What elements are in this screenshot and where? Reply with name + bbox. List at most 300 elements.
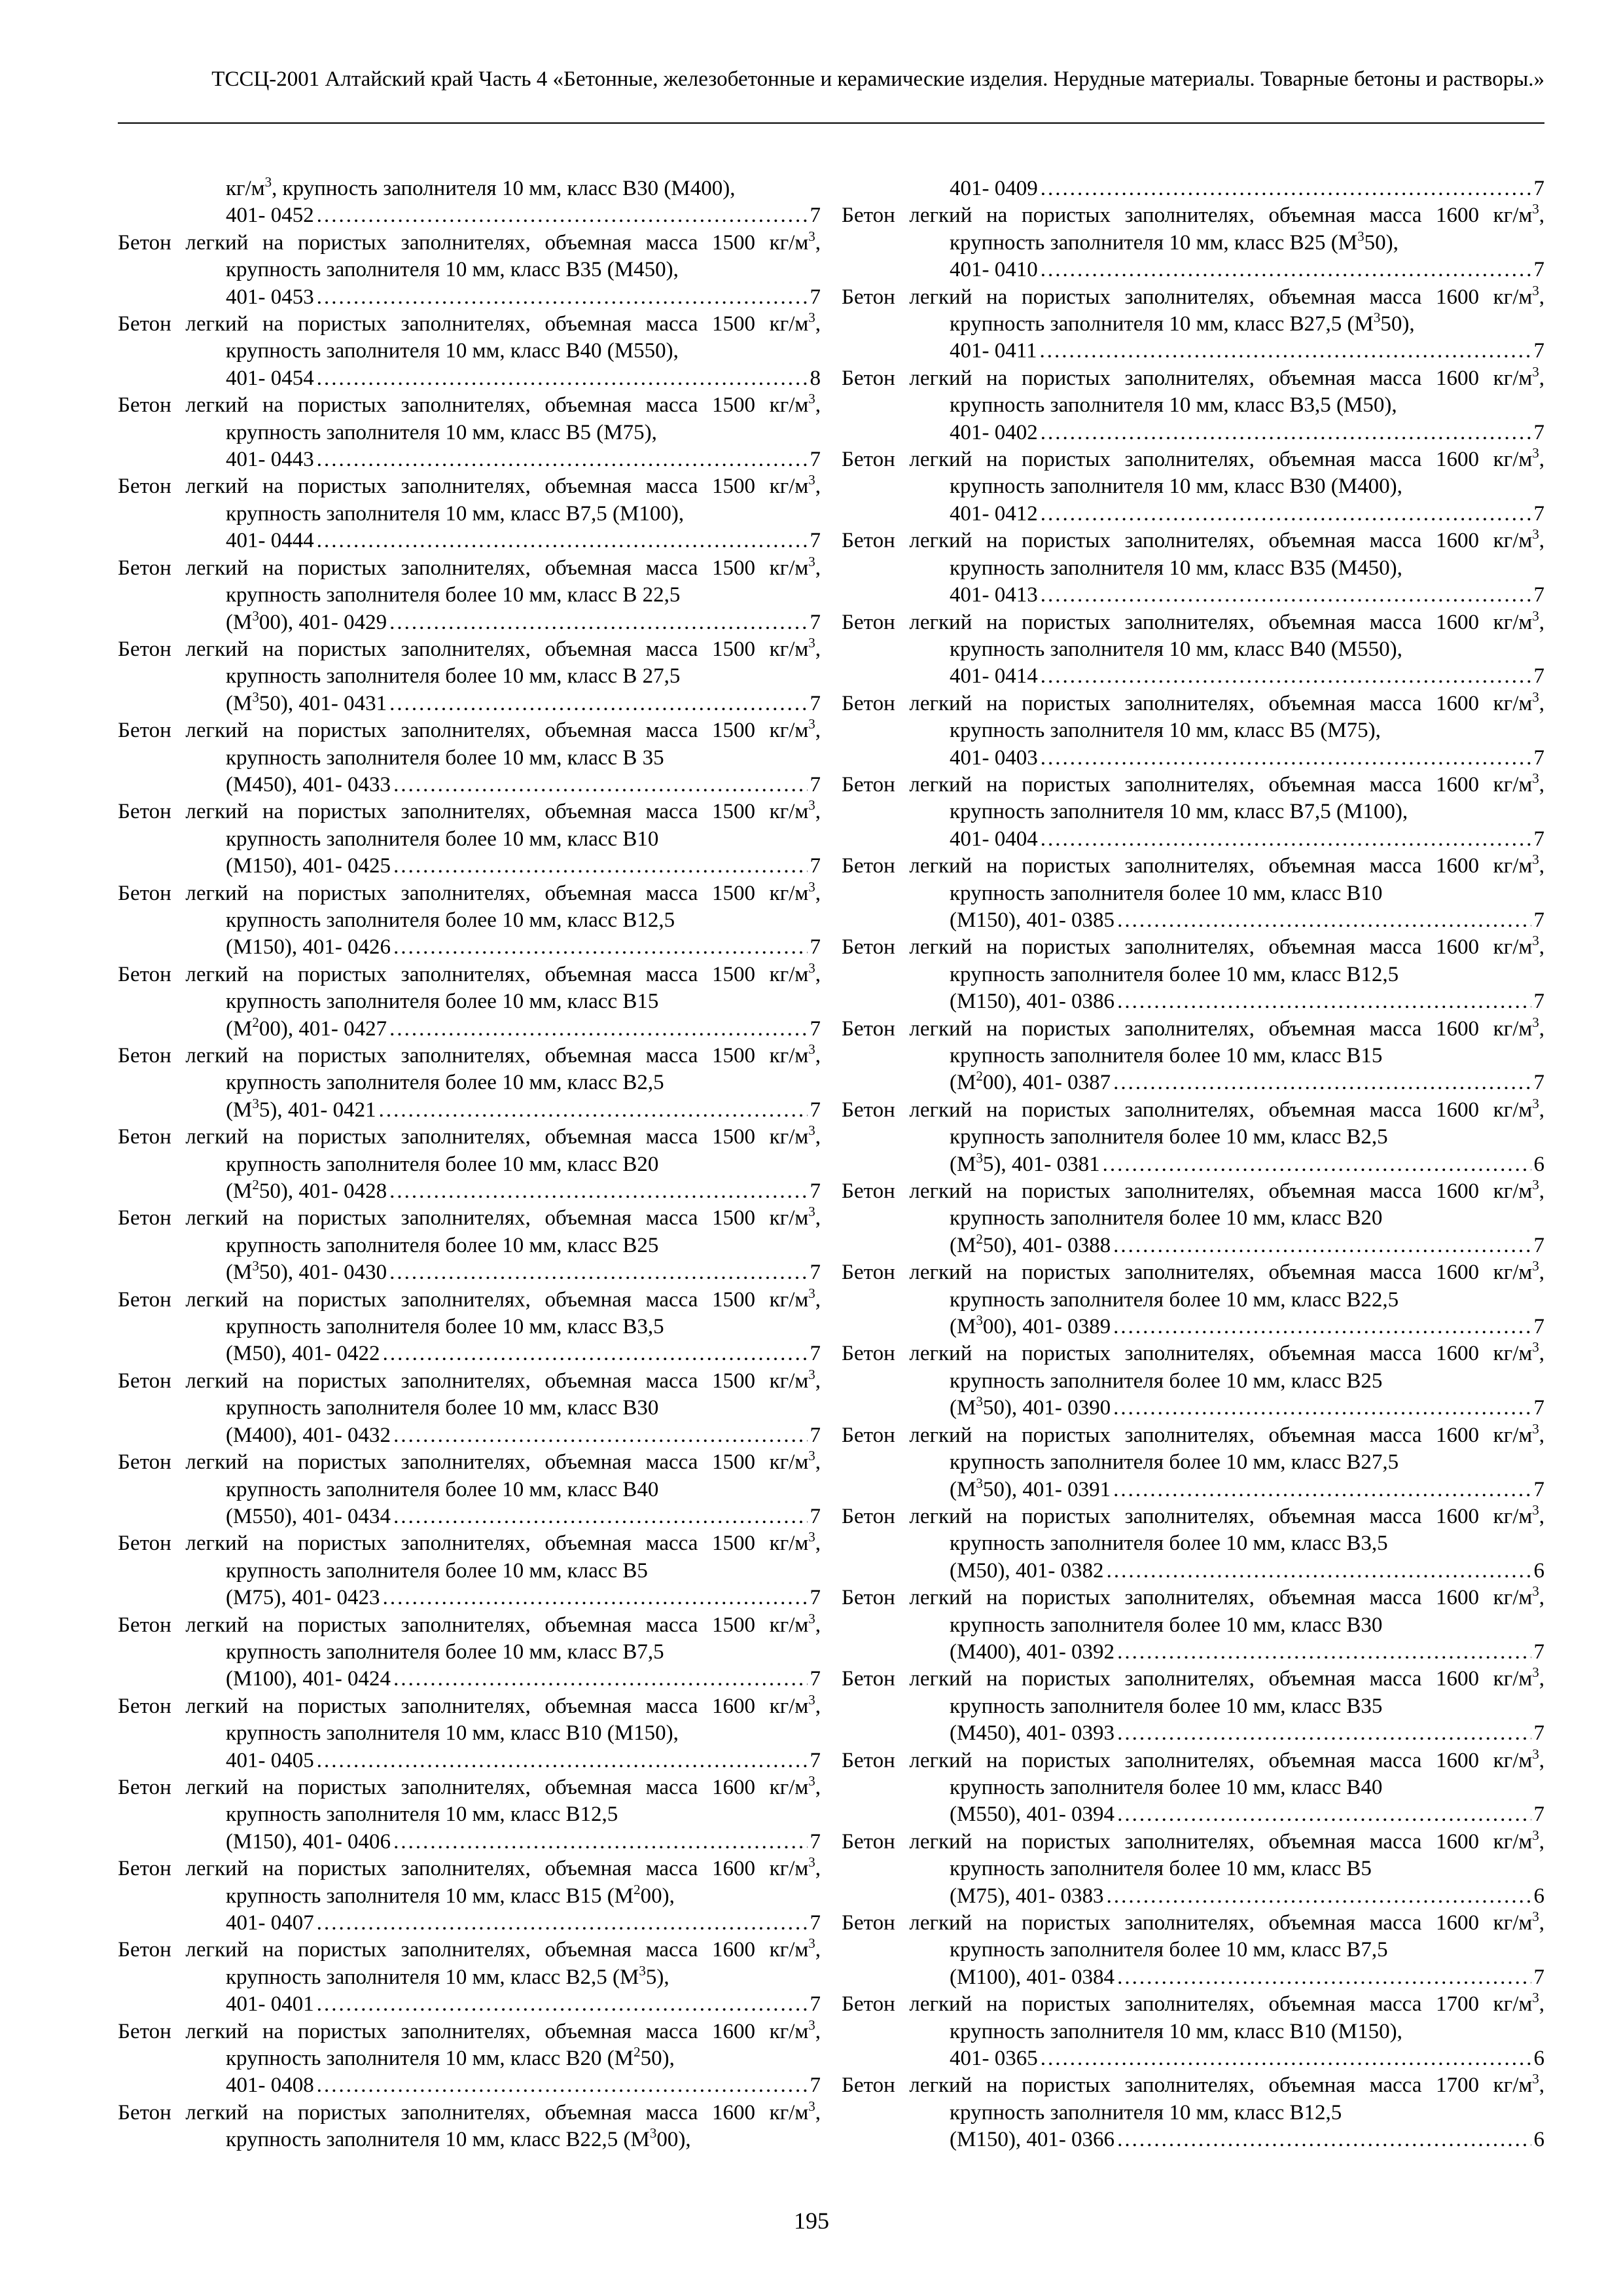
dot-leader [383, 1585, 808, 1611]
dot-leader [1041, 826, 1531, 853]
entry-description: Бетон легкий на пористых заполнителях, объемная масса 1600 $кг/м^3$, крупность заполнителя 10 мм, класс В22,5 $(М^300)$, [118, 2098, 821, 2152]
entry-leader-line [226, 1259, 821, 1286]
dot-leader [393, 1829, 807, 1856]
entry-code: 401- 0411 [950, 339, 1037, 363]
entry-leader-line [226, 1666, 821, 1693]
dot-leader [317, 2072, 808, 2099]
entry-description: Бетон легкий на пористых заполнителях, объемная масса 1500 $кг/м^3$, крупность заполнителя более 10 мм, класс В25 [118, 1204, 821, 1257]
index-entry [118, 1368, 821, 1449]
entry-code: (М150), 401- 0425 [226, 854, 391, 878]
entry-description: Бетон легкий на пористых заполнителях, объемная масса 1600 $кг/м^3$, крупность заполнителя более 10 мм, класс В12,5 [842, 933, 1544, 986]
entry-leader-line [226, 2072, 821, 2099]
entry-code: (М150), 401- 0406 [226, 1829, 391, 1854]
index-entry [842, 1585, 1544, 1666]
entry-leader-line [950, 582, 1544, 609]
entry-description: Бетон легкий на пористых заполнителях, объемная масса 1600 $кг/м^3$, крупность заполнителя более 10 мм, класс В2,5 [842, 1095, 1544, 1149]
entry-leader-line [950, 1720, 1544, 1747]
entry-leader-line [226, 1910, 821, 1937]
index-entry [842, 934, 1544, 1015]
entry-code: $(М^200)$, 401- 0387 [950, 1068, 1111, 1095]
entry-page-ref: 7 [810, 1342, 821, 1366]
entry-page-ref: 6 [1533, 1558, 1544, 1583]
entry-code: 401- 0401 [226, 1992, 314, 2017]
dot-leader [317, 446, 808, 473]
entry-code: 401- 0414 [950, 664, 1038, 689]
dot-leader [389, 1259, 807, 1286]
entry-description: Бетон легкий на пористых заполнителях, объемная масса 1500 $кг/м^3$, крупность заполнителя более 10 мм, класс В20 [118, 1122, 821, 1176]
entry-page-ref: 7 [810, 1261, 821, 1285]
entry-code: 401- 0444 [226, 529, 314, 553]
entry-code: (М150), 401- 0366 [950, 2128, 1115, 2152]
entry-code: (М100), 401- 0384 [950, 1965, 1115, 1989]
index-entry [842, 1666, 1544, 1747]
entry-code: (М550), 401- 0394 [950, 1803, 1115, 1827]
index-entry [842, 1422, 1544, 1503]
entry-description: Бетон легкий на пористых заполнителях, объемная масса 1600 $кг/м^3$, крупность заполнителя 10 мм, класс В30 (М400), [842, 445, 1544, 499]
entry-page-ref: 7 [1533, 1965, 1544, 1989]
index-entry [118, 230, 821, 311]
dot-leader [393, 853, 807, 880]
index-entry [842, 446, 1544, 528]
index-entry [118, 1287, 821, 1368]
entry-page-ref: 7 [810, 1992, 821, 2017]
entry-leader-line [950, 1069, 1544, 1096]
dot-leader [389, 609, 807, 636]
entry-description: Бетон легкий на пористых заполнителях, объемная масса 1500 $кг/м^3$, крупность заполнителя 10 мм, класс В5 (М75), [118, 391, 821, 444]
dot-leader [317, 202, 808, 229]
entry-description: Бетон легкий на пористых заполнителях, объемная масса 1600 $кг/м^3$, крупность заполнителя 10 мм, класс В12,5 [118, 1772, 821, 1827]
entry-page-ref: 7 [1533, 1315, 1544, 1339]
entry-leader-line [226, 202, 821, 229]
entry-page-ref: 7 [810, 1829, 821, 1854]
entry-description: Бетон легкий на пористых заполнителях, объемная масса 1600 $кг/м^3$, крупность заполнителя более 10 мм, класс В27,5 [842, 1420, 1544, 1475]
dot-leader [1041, 420, 1531, 446]
entry-leader-line [950, 175, 1544, 202]
entry-description: Бетон легкий на пористых заполнителях, объемная масса 1600 $кг/м^3$, крупность заполнителя более 10 мм, класс В40 [842, 1746, 1544, 1799]
index-entry [842, 365, 1544, 446]
dot-leader [1113, 1232, 1531, 1259]
entry-leader-line [226, 1503, 821, 1530]
entry-code: 401- 0413 [950, 583, 1038, 607]
entry-page-ref: 7 [1533, 664, 1544, 689]
index-entry [842, 1097, 1544, 1178]
entry-page-ref: 7 [1533, 177, 1544, 200]
entry-page-ref: 7 [1533, 1477, 1544, 1501]
entry-page-ref: 7 [1533, 908, 1544, 932]
index-entry [842, 1991, 1544, 2072]
entry-leader-line [950, 1964, 1544, 1991]
index-entry [118, 1449, 821, 1530]
entry-code: 401- 0409 [950, 177, 1038, 200]
index-entry [842, 175, 1544, 202]
entry-description: Бетон легкий на пористых заполнителях, объемная масса 1600 $кг/м^3$, крупность заполнителя 10 мм, класс В2,5 $(М^35)$, [118, 1935, 821, 1989]
dot-leader [317, 1991, 808, 2018]
index-entry [118, 880, 821, 961]
entry-leader-line [950, 2045, 1544, 2072]
index-entry [118, 1612, 821, 1693]
entry-code: (М150), 401- 0426 [226, 935, 391, 960]
entry-description: Бетон легкий на пористых заполнителях, объемная масса 1600 $кг/м^3$, крупность заполнителя более 10 мм, класс В35 [842, 1664, 1544, 1718]
entry-page-ref: 7 [810, 1423, 821, 1447]
entry-page-ref: 7 [1533, 745, 1544, 770]
entry-code: $(М^350)$, 401- 0391 [950, 1475, 1111, 1501]
header-rule [118, 122, 1544, 124]
entry-leader-line [950, 1151, 1544, 1178]
entry-code: (М75), 401- 0423 [226, 1586, 380, 1610]
dot-leader [1117, 1720, 1531, 1747]
entry-page-ref: 7 [810, 2073, 821, 2098]
index-entry [842, 853, 1544, 934]
entry-page-ref: 7 [810, 691, 821, 715]
index-entry [842, 1748, 1544, 1829]
entry-page-ref: 7 [810, 448, 821, 472]
dot-leader [317, 365, 808, 392]
entry-description: Бетон легкий на пористых заполнителях, объемная масса 1600 $кг/м^3$, крупность заполнителя более 10 мм, класс В3,5 [842, 1501, 1544, 1556]
index-entry [118, 1937, 821, 2018]
entry-code: $(М^35)$, 401- 0381 [950, 1149, 1100, 1176]
index-entry [842, 1178, 1544, 1259]
dot-leader [1103, 1151, 1531, 1178]
entry-description: Бетон легкий на пористых заполнителях, объемная масса 1500 $кг/м^3$, крупность заполнителя 10 мм, класс В7,5 (М100), [118, 472, 821, 526]
dot-leader [1041, 501, 1531, 528]
entry-leader-line [226, 528, 821, 554]
entry-code: $(М^350)$, 401- 0390 [950, 1393, 1111, 1420]
dot-leader [1041, 257, 1531, 283]
entry-description: Бетон легкий на пористых заполнителях, объемная масса 1600 $кг/м^3$, крупность заполнителя 10 мм, класс В40 (М550), [842, 607, 1544, 661]
dot-leader [1113, 1395, 1531, 1422]
entry-description: Бетон легкий на пористых заполнителях, объемная масса 1600 $кг/м^3$, крупность заполнителя 10 мм, класс В20 $(М^250)$, [118, 2017, 821, 2071]
entry-description: Бетон легкий на пористых заполнителях, объемная масса 1500 $кг/м^3$, крупность заполнителя более 10 мм, класс В5 [118, 1529, 821, 1583]
entry-description: Бетон легкий на пористых заполнителях, объемная масса 1600 $кг/м^3$, крупность заполнителя 10 мм, класс В15 $(М^200)$, [118, 1854, 821, 1908]
entry-description: Бетон легкий на пористых заполнителях, объемная масса 1500 $кг/м^3$, крупность заполнителя более 10 мм, класс В 22,5 [118, 553, 821, 607]
dot-leader [1113, 1069, 1531, 1096]
entry-page-ref: 7 [810, 1179, 821, 1204]
dot-leader [1040, 338, 1531, 365]
entry-code: (М150), 401- 0385 [950, 908, 1115, 932]
index-entry [842, 1829, 1544, 1910]
entry-code: 401- 0365 [950, 2047, 1038, 2071]
dot-leader [1117, 988, 1531, 1015]
entry-code: 401- 0405 [226, 1748, 314, 1772]
index-entry [118, 555, 821, 636]
entry-description: Бетон легкий на пористых заполнителях, объемная масса 1500 $кг/м^3$, крупность заполнителя более 10 мм, класс В40 [118, 1448, 821, 1501]
entry-page-ref: 7 [810, 854, 821, 878]
index-entry [118, 1530, 821, 1611]
entry-leader-line [226, 284, 821, 311]
dot-leader [1113, 1314, 1531, 1340]
entry-leader-line [226, 934, 821, 961]
dot-leader [379, 1097, 808, 1124]
entry-description: Бетон легкий на пористых заполнителях, объемная масса 1500 $кг/м^3$, крупность заполнителя более 10 мм, класс В2,5 [118, 1041, 821, 1095]
index-entry [842, 691, 1544, 772]
entry-page-ref: 7 [1533, 1640, 1544, 1664]
index-entry [118, 961, 821, 1043]
dot-leader [393, 1666, 807, 1693]
index-entry [118, 717, 821, 798]
entry-page-ref: 7 [810, 1098, 821, 1122]
dot-leader [389, 1178, 807, 1205]
dot-leader [383, 1340, 808, 1367]
entry-page-ref: 6 [1533, 1884, 1544, 1908]
entry-page-ref: 8 [810, 366, 821, 390]
entry-page-ref: 7 [1533, 1721, 1544, 1746]
dot-leader [389, 691, 807, 717]
entry-description: Бетон легкий на пористых заполнителях, объемная масса 1600 $кг/м^3$, крупность заполнителя более 10 мм, класс В15 [842, 1014, 1544, 1067]
entry-page-ref: 7 [810, 935, 821, 960]
entry-leader-line [950, 1314, 1544, 1340]
entry-page-ref: 7 [810, 772, 821, 797]
entry-page-ref: 6 [1533, 1152, 1544, 1176]
entry-description: Бетон легкий на пористых заполнителях, объемная масса 1600 $кг/м^3$, крупность заполнителя 10 мм, класс В35 (М450), [842, 526, 1544, 580]
index-entry [842, 1016, 1544, 1097]
dot-leader [1041, 2045, 1531, 2072]
entry-description: Бетон легкий на пористых заполнителях, объемная масса 1600 $кг/м^3$, крупность заполнителя более 10 мм, класс В22,5 [842, 1258, 1544, 1312]
entry-leader-line [950, 420, 1544, 446]
dot-leader [1041, 582, 1531, 609]
entry-page-ref: 7 [1533, 1233, 1544, 1257]
entry-leader-line [226, 1748, 821, 1774]
entry-description: Бетон легкий на пористых заполнителях, объемная масса 1500 $кг/м^3$, крупность заполнителя 10 мм, класс В40 (М550), [118, 310, 821, 363]
index-column-right [842, 175, 1544, 2154]
index-entry [118, 392, 821, 473]
entry-code: 401- 0410 [950, 258, 1038, 282]
entry-leader-line [226, 1422, 821, 1449]
entry-description: Бетон легкий на пористых заполнителях, объемная масса 1500 $кг/м^3$, крупность заполнителя более 10 мм, класс В10 [118, 797, 821, 851]
entry-leader-line [226, 1178, 821, 1205]
entry-leader-line [950, 988, 1544, 1015]
entry-leader-line [950, 2126, 1544, 2153]
entry-description: Бетон легкий на пористых заполнителях, объемная масса 1600 $кг/м^3$, крупность заполнителя более 10 мм, класс В10 [842, 852, 1544, 905]
entry-description: Бетон легкий на пористых заполнителях, объемная масса 1600 $кг/м^3$, крупность заполнителя более 10 мм, класс В7,5 [842, 1909, 1544, 1962]
entry-code: $(М^300)$, 401- 0389 [950, 1312, 1111, 1339]
index-entry [118, 1124, 821, 1205]
entry-page-ref: 7 [810, 285, 821, 309]
dot-leader [389, 1016, 807, 1043]
index-entry [118, 473, 821, 554]
entry-leader-line [950, 501, 1544, 528]
index-entry [842, 1259, 1544, 1340]
index-entry [118, 175, 821, 230]
entry-code: 401- 0403 [950, 745, 1038, 770]
entry-leader-line [226, 1016, 821, 1043]
entry-leader-line [226, 1991, 821, 2018]
entry-code: (М550), 401- 0434 [226, 1504, 391, 1528]
dot-leader [1107, 1883, 1531, 1910]
dot-leader [1117, 907, 1531, 934]
entry-page-ref: 7 [810, 1504, 821, 1528]
entry-code: $(М^300)$, 401- 0429 [226, 607, 387, 634]
entry-code: (М400), 401- 0392 [950, 1640, 1115, 1664]
index-entry [842, 202, 1544, 283]
entry-leader-line [950, 338, 1544, 365]
entry-page-ref: 7 [1533, 1396, 1544, 1420]
dot-leader [1117, 1964, 1531, 1991]
entry-leader-line [226, 446, 821, 473]
dot-leader [1117, 1801, 1531, 1828]
entry-description: Бетон легкий на пористых заполнителях, объемная масса 1500 $кг/м^3$, крупность заполнителя более 10 мм, класс В 27,5 [118, 634, 821, 689]
dot-leader [1113, 1477, 1531, 1503]
entry-code: $(М^250)$, 401- 0428 [226, 1177, 387, 1204]
dot-leader [317, 528, 808, 554]
entry-code: 401- 0412 [950, 501, 1038, 526]
entry-description: Бетон легкий на пористых заполнителях, объемная масса 1700 $кг/м^3$, крупность заполнителя 10 мм, класс В12,5 [842, 2071, 1544, 2125]
index-entry [118, 2100, 821, 2154]
entry-leader-line [226, 1340, 821, 1367]
index-entry [842, 609, 1544, 691]
entry-page-ref: 7 [1533, 990, 1544, 1014]
entry-description: Бетон легкий на пористых заполнителях, объемная масса 1500 $кг/м^3$, крупность заполнителя более 10 мм, класс В30 [118, 1366, 821, 1420]
entry-code: $(М^350)$, 401- 0431 [226, 689, 387, 715]
entry-code: 401- 0454 [226, 366, 314, 390]
dot-leader [1041, 745, 1531, 772]
entry-code: 401- 0407 [226, 1911, 314, 1935]
dot-leader [317, 284, 808, 311]
index-entry [842, 284, 1544, 365]
entry-description: Бетон легкий на пористых заполнителях, объемная масса 1600 $кг/м^3$, крупность заполнителя 10 мм, класс В27,5 $(М^350)$, [842, 282, 1544, 336]
entry-code: (М50), 401- 0382 [950, 1558, 1104, 1583]
entry-description: Бетон легкий на пористых заполнителях, объемная масса 1600 $кг/м^3$, крупность заполнителя 10 мм, класс В5 (М75), [842, 689, 1544, 743]
entry-leader-line [950, 1477, 1544, 1503]
entry-page-ref: 7 [1533, 258, 1544, 282]
entry-code: $(М^35)$, 401- 0421 [226, 1095, 376, 1122]
entry-description: Бетон легкий на пористых заполнителях, объемная масса 1600 $кг/м^3$, крупность заполнителя 10 мм, класс В10 (М150), [118, 1691, 821, 1746]
entry-page-ref: 7 [810, 1016, 821, 1041]
entry-code: (М450), 401- 0393 [950, 1721, 1115, 1746]
entry-leader-line [950, 1883, 1544, 1910]
dot-leader [317, 1910, 808, 1937]
entry-code: $(М^350)$, 401- 0430 [226, 1258, 387, 1285]
entry-page-ref: 7 [810, 204, 821, 228]
entry-code: (М50), 401- 0422 [226, 1342, 380, 1366]
index-entry [842, 528, 1544, 609]
entry-code: 401- 0453 [226, 285, 314, 309]
index-entry [118, 311, 821, 392]
entry-description: Бетон легкий на пористых заполнителях, объемная масса 1600 $кг/м^3$, крупность заполнителя более 10 мм, класс В30 [842, 1583, 1544, 1637]
entry-page-ref: 7 [1533, 583, 1544, 607]
index-entry [842, 1910, 1544, 1991]
entry-description: Бетон легкий на пористых заполнителях, объемная масса 1500 $кг/м^3$, крупность заполнителя более 10 мм, класс В7,5 [118, 1610, 821, 1664]
index-entry [118, 798, 821, 880]
entry-code: 401- 0404 [950, 827, 1038, 851]
entry-page-ref: 6 [1533, 2047, 1544, 2071]
dot-leader [393, 772, 807, 798]
entry-leader-line [226, 609, 821, 636]
entry-description: Бетон легкий на пористых заполнителях, объемная масса 1600 $кг/м^3$, крупность заполнителя более 10 мм, класс В20 [842, 1177, 1544, 1230]
entry-page-ref: 7 [1533, 827, 1544, 851]
entry-page-ref: 7 [810, 1748, 821, 1772]
entry-description: $кг/м^3$, крупность заполнителя 10 мм, класс В30 (М400), [226, 174, 736, 200]
entry-description: Бетон легкий на пористых заполнителях, объемная масса 1600 $кг/м^3$, крупность заполнителя 10 мм, класс В7,5 (М100), [842, 770, 1544, 824]
index-entry [118, 1043, 821, 1124]
dot-leader [1041, 175, 1531, 202]
entry-page-ref: 7 [810, 529, 821, 553]
entry-code: (М150), 401- 0386 [950, 990, 1115, 1014]
entry-leader-line [226, 691, 821, 717]
dot-leader [1041, 663, 1531, 690]
entry-code: (М450), 401- 0433 [226, 772, 391, 797]
running-header: ТССЦ-2001 Алтайский край Часть 4 «Бетонные, железобетонные и керамические изделия. Нерудные материалы. Товарные бетоны и растворы.» [211, 67, 1544, 91]
entry-code: 401- 0452 [226, 204, 314, 228]
entry-code: 401- 0408 [226, 2073, 314, 2098]
page-number: 195 [794, 2208, 829, 2234]
entry-leader-line [226, 1585, 821, 1611]
entry-leader-line [226, 853, 821, 880]
entry-code: $(М^250)$, 401- 0388 [950, 1230, 1111, 1257]
entry-code: (М75), 401- 0383 [950, 1884, 1104, 1908]
entry-page-ref: 6 [1533, 2128, 1544, 2152]
entry-page-ref: 7 [1533, 420, 1544, 444]
entry-leader-line [950, 1801, 1544, 1828]
dot-leader [317, 1748, 808, 1774]
entry-code: (М100), 401- 0424 [226, 1667, 391, 1691]
index-entry [118, 636, 821, 717]
entry-page-ref: 7 [810, 610, 821, 634]
entry-leader-line [226, 1097, 821, 1124]
entry-page-ref: 7 [810, 1667, 821, 1691]
entry-page-ref: 7 [1533, 339, 1544, 363]
entry-description: Бетон легкий на пористых заполнителях, объемная масса 1500 $кг/м^3$, крупность заполнителя 10 мм, класс В35 (М450), [118, 228, 821, 282]
index-column-left [118, 175, 821, 2154]
entry-description: Бетон легкий на пористых заполнителях, объемная масса 1600 $кг/м^3$, крупность заполнителя более 10 мм, класс В25 [842, 1339, 1544, 1393]
index-entry [842, 1340, 1544, 1422]
entry-description: Бетон легкий на пористых заполнителях, объемная масса 1500 $кг/м^3$, крупность заполнителя более 10 мм, класс В12,5 [118, 878, 821, 932]
entry-description: Бетон легкий на пористых заполнителях, объемная масса 1500 $кг/м^3$, крупность заполнителя более 10 мм, класс В 35 [118, 716, 821, 770]
dot-leader [1117, 2126, 1531, 2153]
dot-leader [393, 934, 807, 961]
dot-leader [393, 1422, 807, 1449]
entry-code: 401- 0443 [226, 448, 314, 472]
entry-leader-line [950, 826, 1544, 853]
entry-leader-line [226, 1829, 821, 1856]
entry-leader-line [950, 745, 1544, 772]
entry-leader-line [950, 663, 1544, 690]
entry-code: $(М^200)$, 401- 0427 [226, 1014, 387, 1041]
entry-description: Бетон легкий на пористых заполнителях, объемная масса 1600 $кг/м^3$, крупность заполнителя 10 мм, класс В25 $(М^350)$, [842, 201, 1544, 255]
entry-description: Бетон легкий на пористых заполнителях, объемная масса 1600 $кг/м^3$, крупность заполнителя более 10 мм, класс В5 [842, 1827, 1544, 1881]
index-entry [842, 772, 1544, 853]
dot-leader [1117, 1639, 1531, 1666]
entry-leader-line [950, 1395, 1544, 1422]
index-entry [118, 2018, 821, 2100]
entry-description: Бетон легкий на пористых заполнителях, объемная масса 1500 $кг/м^3$, крупность заполнителя более 10 мм, класс В3,5 [118, 1285, 821, 1339]
entry-leader-line [950, 1639, 1544, 1666]
entry-leader-line [226, 365, 821, 392]
dot-leader [393, 1503, 807, 1530]
index-entry [118, 1693, 821, 1774]
entry-page-ref: 7 [810, 1911, 821, 1935]
entry-leader-line [950, 257, 1544, 283]
entry-code: (М400), 401- 0432 [226, 1423, 391, 1447]
entry-page-ref: 7 [1533, 501, 1544, 526]
entry-page-ref: 7 [1533, 1071, 1544, 1095]
entry-leader-line [950, 1232, 1544, 1259]
entry-page-ref: 7 [1533, 1803, 1544, 1827]
entry-page-ref: 7 [810, 1586, 821, 1610]
index-entry [118, 1205, 821, 1286]
entry-leader-line [226, 772, 821, 798]
index-entry [842, 1503, 1544, 1585]
entry-code: 401- 0402 [950, 420, 1038, 444]
entry-leader-line [950, 1558, 1544, 1585]
entry-description: Бетон легкий на пористых заполнителях, объемная масса 1600 $кг/м^3$, крупность заполнителя 10 мм, класс В3,5 (М50), [842, 363, 1544, 418]
entry-description: Бетон легкий на пористых заполнителях, объемная масса 1500 $кг/м^3$, крупность заполнителя более 10 мм, класс В15 [118, 960, 821, 1014]
entry-description: Бетон легкий на пористых заполнителях, объемная масса 1700 $кг/м^3$, крупность заполнителя 10 мм, класс В10 (М150), [842, 1990, 1544, 2043]
dot-leader [1107, 1558, 1531, 1585]
entry-leader-line [950, 907, 1544, 934]
index-entry [118, 1856, 821, 1937]
index-entry [118, 1774, 821, 1856]
index-entry [842, 2072, 1544, 2153]
